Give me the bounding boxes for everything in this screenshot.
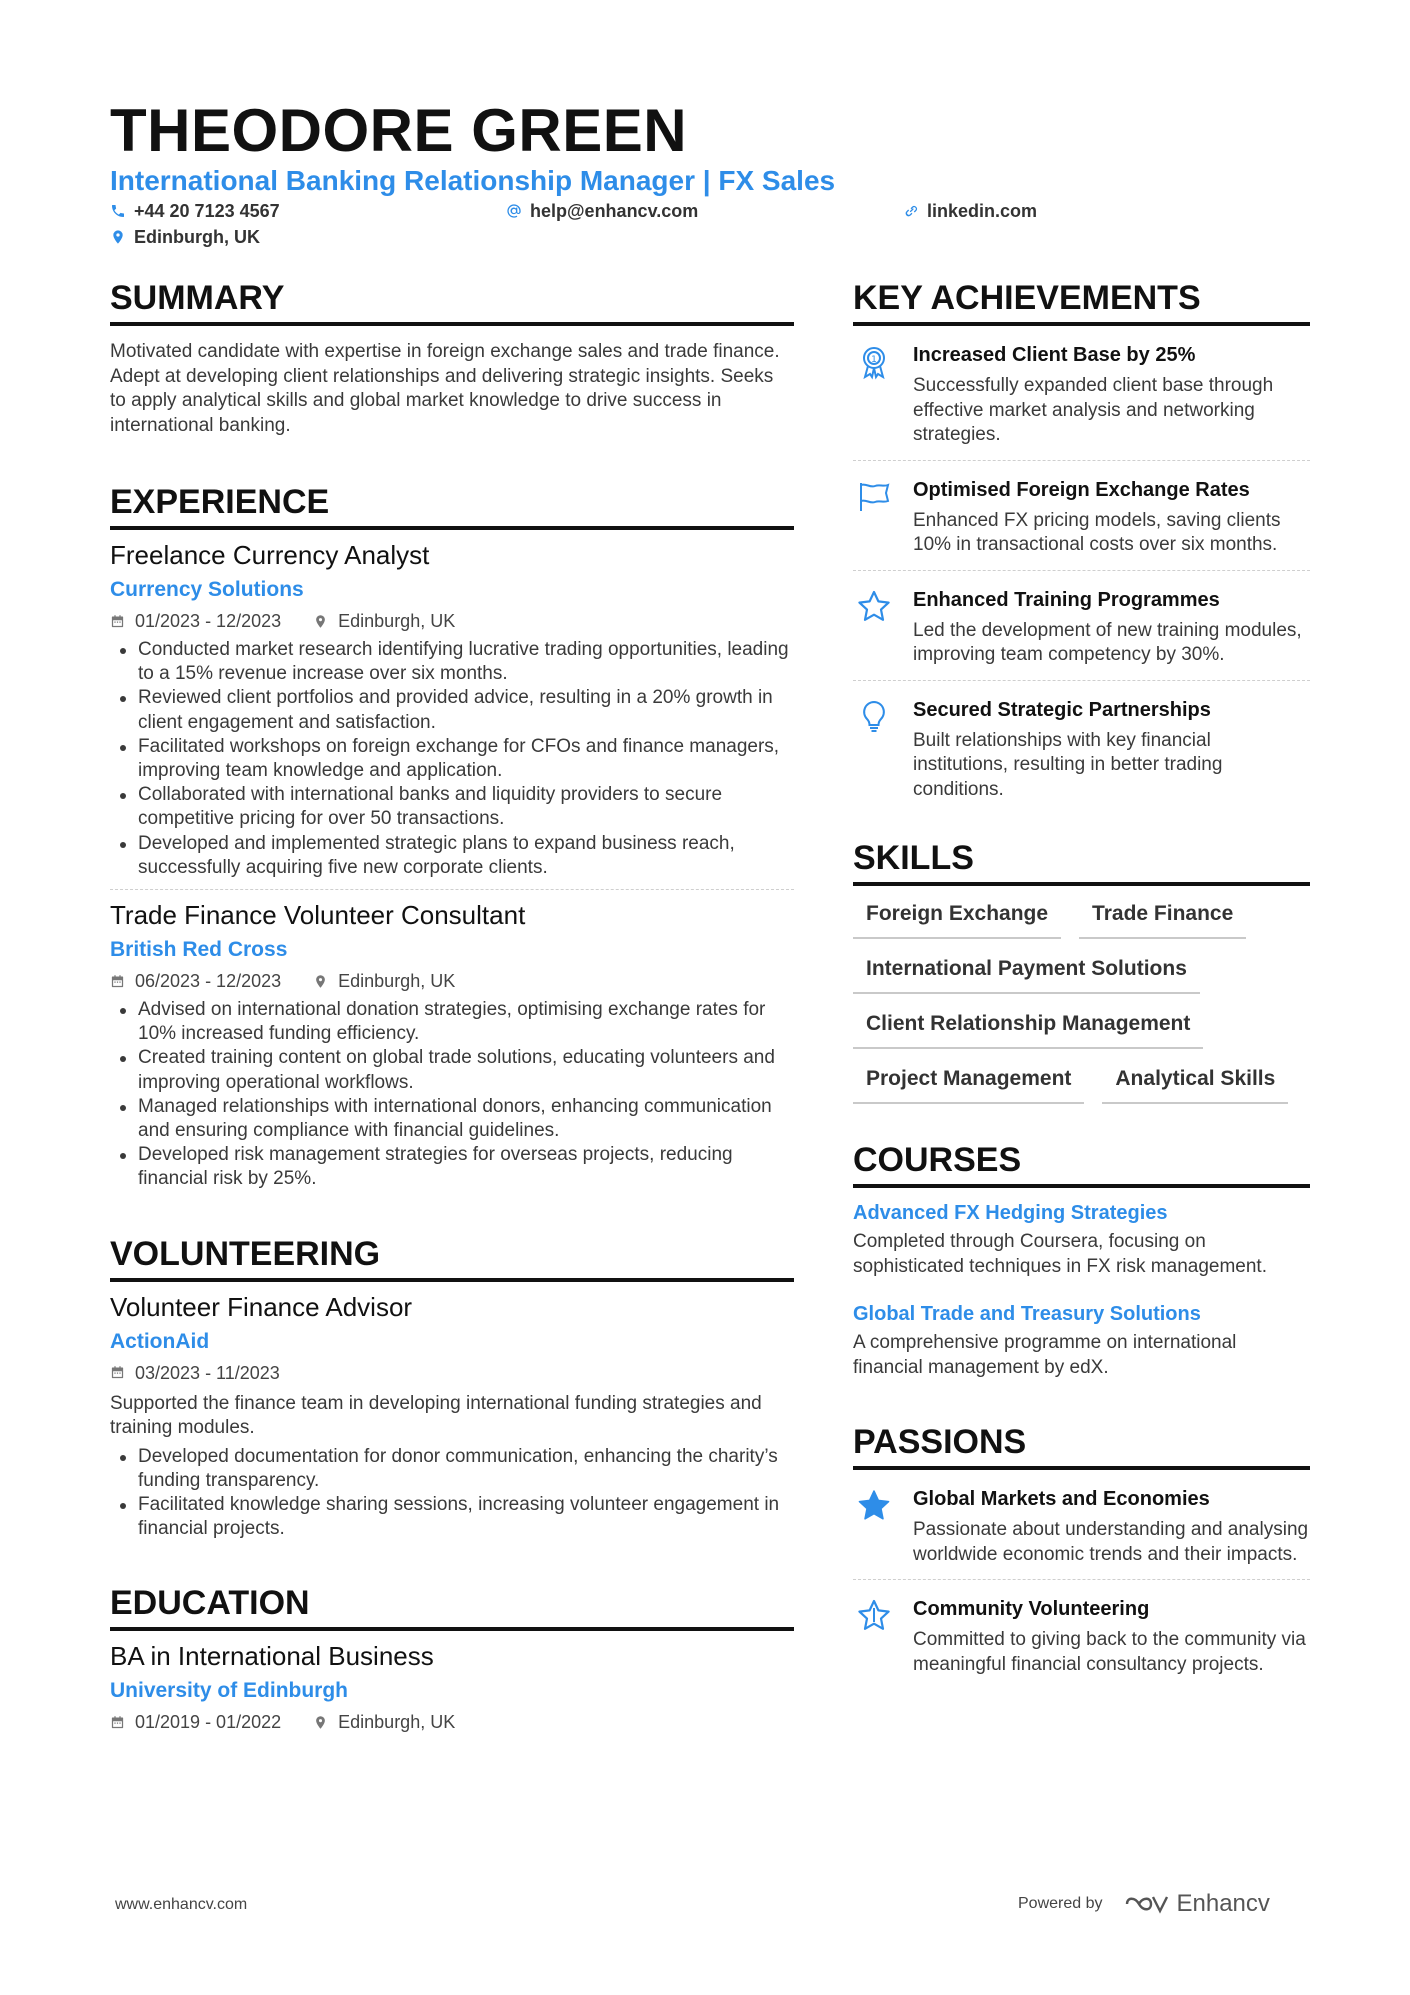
bullet-item: Created training content on global trade solutions, educating volunteers and improving operational workflows. <box>110 1046 794 1094</box>
calendar-icon <box>110 614 125 629</box>
bullet-item: Conducted market research identifying lucrative trading opportunities, leading to a 15% revenue increase over six months. <box>110 638 794 686</box>
location-pin-icon <box>313 974 328 989</box>
company-name: British Red Cross <box>110 938 288 962</box>
job-meta <box>110 970 794 992</box>
achievement-title: Optimised Foreign Exchange Rates <box>913 478 1250 501</box>
star-outline-icon <box>856 589 892 625</box>
company-name: Currency Solutions <box>110 578 304 601</box>
volunteering-entry <box>110 1290 794 1542</box>
experience-heading: EXPERIENCE <box>110 480 794 530</box>
job-bullets <box>110 998 794 1192</box>
job-location: Edinburgh, UK <box>338 611 456 631</box>
phone-text: +44 20 7123 4567 <box>134 201 280 221</box>
job-title: Freelance Currency Analyst <box>110 540 430 570</box>
contact-linkedin[interactable] <box>903 200 1037 222</box>
passion-desc: Committed to giving back to the community via meaningful financial consultancy projects. <box>913 1629 1306 1675</box>
course-desc: Completed through Coursera, focusing on sophisticated techniques in FX risk management. <box>853 1231 1267 1277</box>
school-name: University of Edinburgh <box>110 1679 349 1703</box>
education-meta <box>110 1711 794 1733</box>
lightbulb-icon <box>856 699 892 735</box>
course-title: Global Trade and Treasury Solutions <box>853 1303 1201 1325</box>
calendar-icon <box>110 1365 125 1380</box>
bullet-item: Developed and implemented strategic plans to expand business reach, successfully acquiring five new corporate clients. <box>110 832 794 880</box>
contact-phone[interactable] <box>110 200 280 222</box>
link-icon <box>903 203 919 219</box>
job-title: Trade Finance Volunteer Consultant <box>110 900 526 931</box>
course-item <box>853 1301 1310 1380</box>
achievement-title: Increased Client Base by 25% <box>913 344 1196 366</box>
achievement-title: Secured Strategic Partnerships <box>913 698 1211 721</box>
skill-tag: Project Management <box>853 1065 1084 1104</box>
volunteer-description: Supported the finance team in developing international funding strategies and training modules. <box>110 1392 762 1439</box>
brand-name: Enhancv <box>1176 1890 1270 1917</box>
bullet-item: Reviewed client portfolios and provided advice, resulting in a 20% growth in client engagement and satisfaction. <box>110 686 794 734</box>
job-bullets <box>110 638 794 880</box>
summary-heading: SUMMARY <box>110 276 794 326</box>
skill-tag: Analytical Skills <box>1102 1065 1288 1104</box>
course-title: Advanced FX Hedging Strategies <box>853 1202 1168 1224</box>
volunteer-title: Volunteer Finance Advisor <box>110 1291 413 1322</box>
volunteering-heading: VOLUNTEERING <box>110 1232 794 1282</box>
calendar-icon <box>110 1715 125 1730</box>
right-column <box>853 276 1310 1689</box>
degree-title: BA in International Business <box>110 1641 434 1672</box>
course-desc: A comprehensive programme on international financial management by edX. <box>853 1332 1237 1378</box>
education-heading: EDUCATION <box>110 1581 794 1631</box>
achievement-item <box>853 326 1310 460</box>
candidate-title: International Banking Relationship Manager | FX Sales <box>110 165 836 196</box>
passion-title: Community Volunteering <box>913 1598 1150 1620</box>
skill-tag: Foreign Exchange <box>853 900 1061 939</box>
education-location: Edinburgh, UK <box>338 1712 456 1733</box>
achievement-desc: Built relationships with key financial institutions, resulting in better trading conditions. <box>913 729 1223 800</box>
experience-entry <box>110 898 794 1192</box>
bullet-item: Collaborated with international banks and liquidity providers to secure competitive pricing for over 50 transactions. <box>110 783 794 831</box>
summary-text: Motivated candidate with expertise in foreign exchange sales and trade finance. Adept at developing client relationships and delivering strategic insights. Seeks to apply analytical skills and global market knowledge to drive success in international banking. <box>110 341 780 436</box>
email-text: help@enhancv.com <box>530 201 699 221</box>
enhancv-logo-icon <box>1123 1891 1169 1917</box>
phone-icon <box>110 203 126 219</box>
bullet-item: Developed documentation for donor communication, enhancing the charity’s funding transparency. <box>110 1445 794 1493</box>
achievement-desc: Enhanced FX pricing models, saving clients 10% in transactional costs over six months. <box>913 509 1281 555</box>
flag-icon <box>856 479 892 515</box>
footer-website[interactable]: www.enhancv.com <box>115 1896 248 1913</box>
contact-location <box>110 226 260 248</box>
volunteer-meta <box>110 1362 794 1384</box>
bullet-item: Advised on international donation strategies, optimising exchange rates for 10% increased funding efficiency. <box>110 998 794 1046</box>
location-pin-icon <box>313 614 328 629</box>
passion-desc: Passionate about understanding and analysing worldwide economic trends and their impacts. <box>913 1519 1309 1565</box>
bullet-item: Facilitated knowledge sharing sessions, increasing volunteer engagement in financial projects. <box>110 1493 794 1541</box>
location-pin-icon <box>110 229 126 245</box>
volunteer-org: ActionAid <box>110 1329 210 1353</box>
achievement-item <box>853 681 1310 815</box>
skill-tag: Client Relationship Management <box>853 1010 1203 1049</box>
achievement-title: Enhanced Training Programmes <box>913 588 1220 611</box>
passion-item <box>853 1470 1310 1579</box>
calendar-icon <box>110 974 125 989</box>
skills-heading: SKILLS <box>853 836 1310 886</box>
passions-heading: PASSIONS <box>853 1420 1310 1470</box>
passion-item <box>853 1580 1310 1689</box>
divider <box>110 889 794 890</box>
experience-entry <box>110 538 794 880</box>
footer-branding <box>1018 1890 1270 1918</box>
linkedin-text: linkedin.com <box>927 201 1038 221</box>
achievement-item <box>853 461 1310 570</box>
skills-list <box>853 900 1310 1104</box>
job-dates: 01/2023 - 12/2023 <box>135 611 282 631</box>
volunteer-dates: 03/2023 - 11/2023 <box>135 1362 280 1383</box>
job-dates: 06/2023 - 12/2023 <box>135 971 282 992</box>
candidate-name: THEODORE GREEN <box>110 97 688 164</box>
achievement-desc: Led the development of new training modules, improving team competency by 30%. <box>913 619 1302 665</box>
education-dates: 01/2019 - 01/2022 <box>135 1712 282 1733</box>
job-meta <box>110 610 794 632</box>
location-text: Edinburgh, UK <box>134 227 260 247</box>
achievement-item <box>853 571 1310 680</box>
bullet-item: Developed risk management strategies for overseas projects, reducing financial risk by 25%. <box>110 1143 794 1191</box>
star-outline-icon <box>856 1598 892 1634</box>
achievement-desc: Successfully expanded client base through effective market analysis and networking strategies. <box>913 375 1274 445</box>
passion-title: Global Markets and Economies <box>913 1488 1210 1510</box>
star-filled-icon <box>856 1488 892 1524</box>
left-column <box>110 276 794 1733</box>
courses-heading: COURSES <box>853 1138 1310 1188</box>
skill-tag: Trade Finance <box>1079 900 1246 939</box>
at-sign-icon <box>506 203 522 219</box>
skill-tag: International Payment Solutions <box>853 955 1200 994</box>
location-pin-icon <box>313 1715 328 1730</box>
job-location: Edinburgh, UK <box>338 971 456 992</box>
bullet-item: Managed relationships with international donors, enhancing communication and ensuring compliance with financial guidelines. <box>110 1095 794 1143</box>
bullet-item: Facilitated workshops on foreign exchange for CFOs and finance managers, improving team knowledge and application. <box>110 735 794 783</box>
powered-by-text: Powered by <box>1018 1895 1103 1912</box>
volunteer-bullets <box>110 1445 794 1542</box>
achievements-heading: KEY ACHIEVEMENTS <box>853 276 1310 326</box>
svg-text:1: 1 <box>871 355 877 365</box>
enhancv-logo[interactable] <box>1123 1890 1270 1918</box>
course-item <box>853 1200 1310 1279</box>
education-entry <box>110 1639 794 1733</box>
award-ribbon-icon <box>856 344 892 380</box>
contact-email[interactable] <box>506 200 698 222</box>
